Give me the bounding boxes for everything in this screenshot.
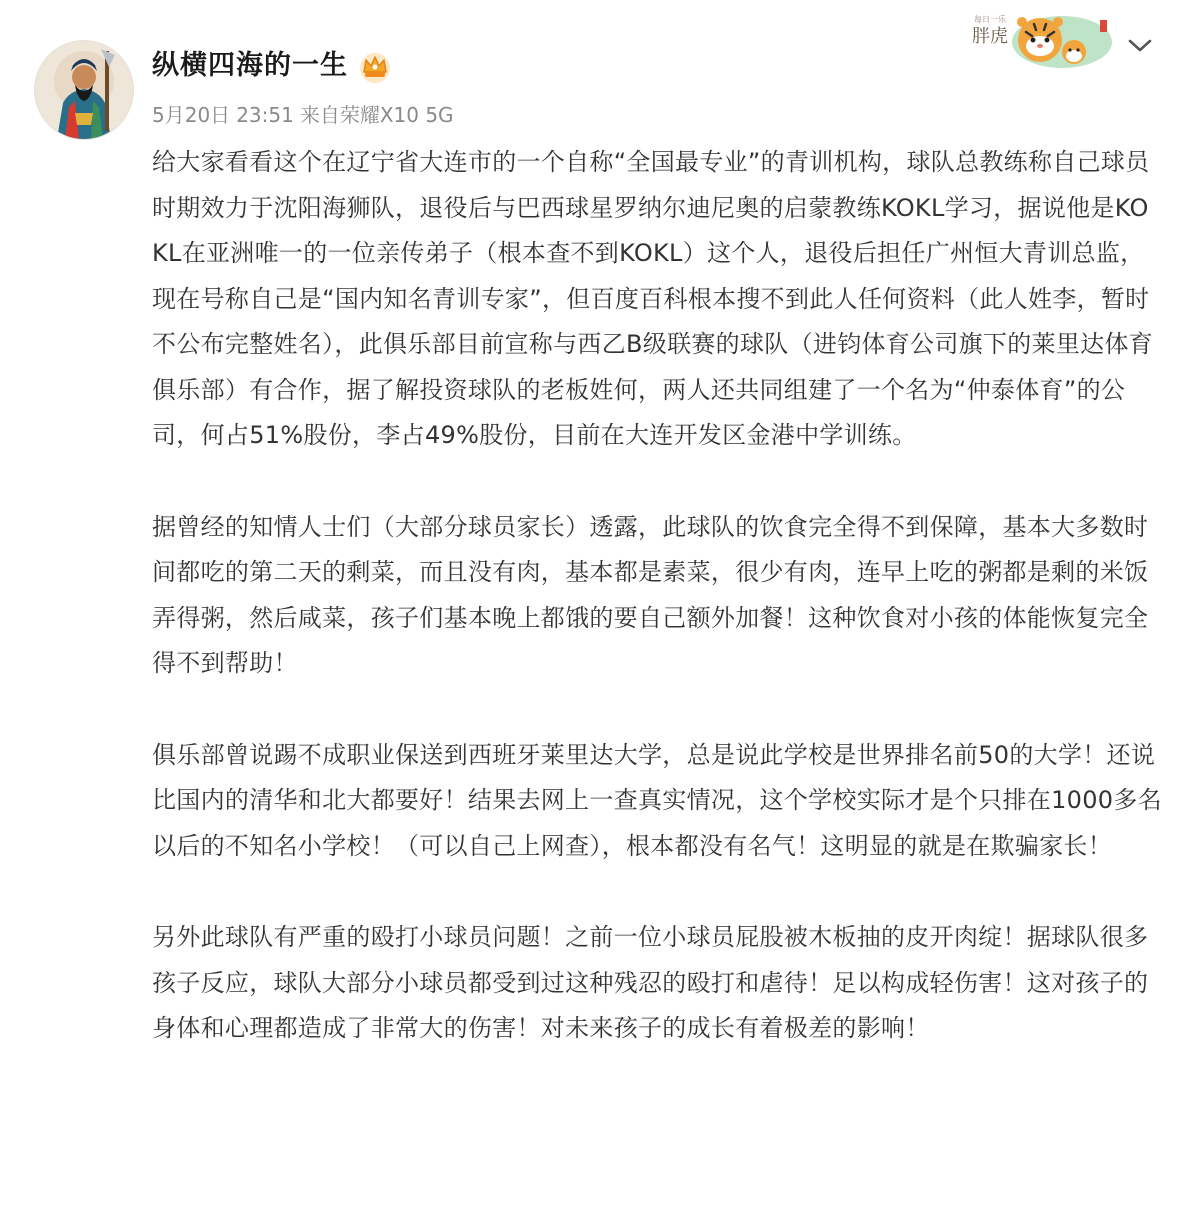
avatar[interactable] [34, 40, 134, 140]
decoration-label: 胖虎 [972, 26, 1008, 46]
avatar-portrait-icon [35, 41, 133, 139]
post-date[interactable]: 5月20日 [152, 103, 231, 127]
chevron-down-icon[interactable] [1126, 34, 1154, 56]
paragraph-4: 另外此球队有严重的殴打小球员问题！之前一位小球员屁股被木板抽的皮开肉绽！据球队很多孩子反应，球队大部分小球员都受到过这种残忍的殴打和虐待！足以构成轻伤害！这对孩子的身体和心理都造成了非常大的伤害！对未来孩子的成长有着极差的影响！ [152, 923, 1149, 1042]
tiger-sticker-icon[interactable] [952, 10, 1114, 74]
post-time[interactable]: 23:51 [236, 103, 294, 127]
device-name[interactable]: 荣耀X10 5G [339, 103, 454, 127]
paragraph-2: 据曾经的知情人士们（大部分球员家长）透露，此球队的饮食完全得不到保障，基本大多数时间都吃的第二天的剩菜，而且没有肉，基本都是素菜，很少有肉，连早上吃的粥都是剩的米饭弄得粥，然后咸菜，孩子们基本晚上都饿的要自己额外加餐！这种饮食对小孩的体能恢复完全得不到帮助！ [152, 512, 1149, 677]
post-meta [152, 100, 460, 130]
decoration-small-label: 每日一乐 [974, 15, 1006, 24]
post-text [152, 140, 1162, 1052]
source-prefix: 来自 [299, 103, 340, 127]
paragraph-1: 给大家看看这个在辽宁省大连市的一个自称“全国最专业”的青训机构，球队总教练称自己球员时期效力于沈阳海狮队，退役后与巴西球星罗纳尔迪尼奥的启蒙教练KOKL学习，据说他是KOKL在亚洲唯一的一位亲传弟子（根本查不到KOKL）这个人，退役后担任广州恒大青训总监，现在号称自己是“国内知名青训专家”，但百度百科根本搜不到此人任何资料（此人姓李，暂时不公布完整姓名），此俱乐部目前宣称与西乙B级联赛的球队（进钧体育公司旗下的莱里达体育俱乐部）有合作，据了解投资球队的老板姓何，两人还共同组建了一个名为“仲泰体育”的公司，何占51%股份，李占49%股份，目前在大连开发区金港中学训练。 [152, 148, 1154, 449]
paragraph-3: 俱乐部曾说踢不成职业保送到西班牙莱里达大学，总是说此学校是世界排名前50的大学！还说比国内的清华和北大都要好！结果去网上一查真实情况，这个学校实际才是个只排在1000多名以后的不知名小学校！（可以自己上网查），根本都没有名气！这明显的就是在欺骗家长！ [152, 740, 1162, 860]
crown-icon[interactable] [358, 50, 392, 84]
username[interactable]: 纵横四海的一生 [152, 50, 348, 81]
